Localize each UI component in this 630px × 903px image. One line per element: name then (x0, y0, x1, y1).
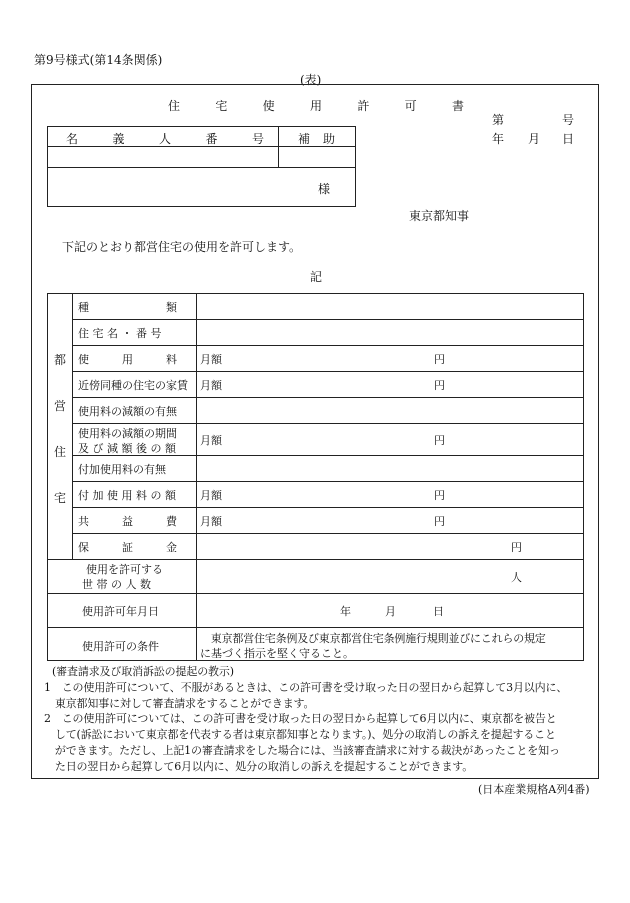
row-label-nearby-rent: 近傍同種の住宅の家賃 (78, 379, 188, 392)
additional-fee-monthly: 月額 (200, 489, 222, 502)
row-label-additional-fee: 付加使用料の有無 (78, 463, 166, 476)
notice-line: 東京都知事に対して審査請求をすることができます。 (44, 696, 315, 710)
rent-monthly: 月額 (200, 353, 222, 366)
row-label-housing-name: 住 宅 名 ・ 番 号 (78, 327, 162, 340)
permit-day: 日 (433, 605, 444, 618)
common-fee-monthly: 月額 (200, 515, 222, 528)
permit-year: 年 (340, 605, 351, 618)
conditions-label: 使用許可の条件 (82, 640, 159, 653)
common-fee-yen: 円 (434, 515, 445, 528)
deposit-yen: 円 (511, 541, 522, 554)
group-label-char: 営 (54, 399, 67, 413)
conditions-line-1: 東京都営住宅条例及び東京都営住宅条例施行規則並びにこれらの規定 (200, 632, 546, 645)
nearby-rent-monthly: 月額 (200, 379, 222, 392)
form-side-label: (表) (300, 73, 322, 87)
row-label-reduction-period-2: 及 び 減 額 後 の 額 (78, 442, 176, 455)
number-go: 号 (562, 113, 575, 127)
issuer: 東京都知事 (409, 209, 470, 223)
group-label-char: 都 (54, 353, 67, 367)
row-label-deposit: 保 証 金 (78, 541, 177, 554)
paper-size-note: (日本産業規格A列4番) (478, 783, 590, 796)
notice-heading: (審査請求及び取消訴訟の提起の教示) (52, 665, 234, 678)
household-label-1: 使用を許可する (86, 563, 163, 576)
assist-header: 補 助 (298, 132, 335, 146)
notice-line: して(訴訟において東京都を代表する者は東京都知事となります。)、処分の取消しの訴えを提起すること (44, 728, 556, 742)
reduced-monthly: 月額 (200, 434, 222, 447)
rent-yen: 円 (434, 353, 445, 366)
notice-line: 1 この使用許可について、不服があるときは、この許可書を受け取った日の翌日から起算して3月以内に、 (44, 680, 568, 694)
date-month: 月 (528, 132, 541, 146)
additional-fee-yen: 円 (434, 489, 445, 502)
intro-text: 下記のとおり都営住宅の使用を許可します。 (62, 240, 302, 254)
nearby-rent-yen: 円 (434, 379, 445, 392)
reduced-yen: 円 (434, 434, 445, 447)
sama-label: 様 (318, 182, 331, 196)
date-year: 年 (492, 132, 505, 146)
notice-line: ができます。ただし、上記1の審査請求をした場合には、当該審査請求に対する裁決があったことを知っ (44, 743, 560, 757)
notice-line: 2 この使用許可については、この許可書を受け取った日の翌日から起算して6月以内に、東京都を被告と (44, 712, 557, 726)
household-label-2: 世 帯 の 人 数 (82, 578, 151, 591)
appeal-notice (44, 664, 567, 775)
conditions-line-2: に基づく指示を堅く守ること。 (200, 647, 354, 660)
number-dai: 第 (492, 113, 505, 127)
row-label-reduction: 使用料の減額の有無 (78, 405, 177, 418)
household-unit: 人 (511, 571, 522, 584)
row-label-reduction-period-1: 使用料の減額の期間 (78, 427, 177, 440)
row-label-common-fee: 共 益 費 (78, 515, 177, 528)
group-label-char: 宅 (54, 491, 67, 505)
date-day: 日 (562, 132, 575, 146)
form-number: 第9号様式(第14条関係) (34, 53, 163, 67)
form-title: 住 宅 使 用 許 可 書 (168, 99, 464, 113)
notice-line: た日の翌日から起算して6月以内に、処分の取消しの訴えを提起することができます。 (44, 759, 474, 773)
permit-month: 月 (385, 605, 396, 618)
permit-date-label: 使用許可年月日 (82, 605, 159, 618)
ki-label: 記 (310, 270, 323, 284)
group-label-char: 住 (54, 445, 67, 459)
row-label-rent: 使 用 料 (78, 353, 177, 366)
row-label-additional-fee-amount: 付 加 使 用 料 の 額 (78, 489, 176, 502)
row-label-type: 種 類 (78, 301, 177, 314)
holder-number-header: 名 義 人 番 号 (66, 132, 264, 146)
